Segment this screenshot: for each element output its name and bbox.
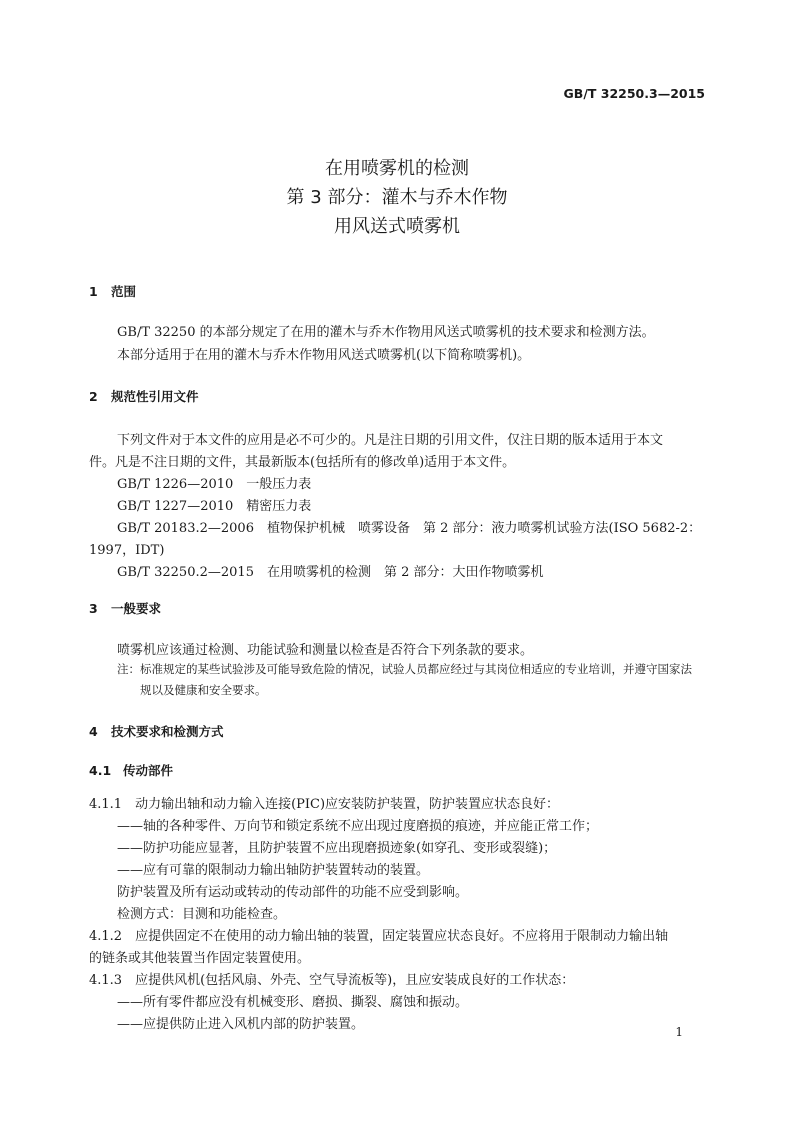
dash-item: ——应提供防止进入风机内部的防护装置。 [117,1017,365,1032]
dash-item: ——所有零件都应没有机械变形、磨损、撕裂、腐蚀和振动。 [117,995,469,1010]
section-number: 2 [89,389,98,404]
clause-4-1-1: 4.1.1 动力输出轴和动力输入连接(PIC)应安装防护装置，防护装置应状态良好： [89,797,560,812]
section-title: 传动部件 [123,763,174,778]
clause-4-1-2-cont: 的链条或其他装置当作固定装置使用。 [89,951,311,966]
section-number: 4 [89,724,98,739]
paragraph: 喷雾机应该通过检测、功能试验和测量以检查是否符合下列条款的要求。 [117,643,534,658]
section-title: 技术要求和检测方式 [111,724,224,739]
subsection-4-1-heading [89,761,173,779]
reference-item: GB/T 32250.2—2015 在用喷雾机的检测 第 2 部分：大田作物喷雾机 [117,565,544,580]
standard-code: GB/T 32250.3—2015 [563,86,705,101]
paragraph: 本部分适用于在用的灌木与乔木作物用风送式喷雾机(以下简称喷雾机)。 [117,348,531,363]
reference-item: GB/T 1226—2010 一般压力表 [117,477,312,492]
page-number: 1 [675,1025,683,1039]
section-number: 4.1 [89,763,112,778]
note: 规以及健康和安全要求。 [140,683,267,697]
paragraph: GB/T 32250 的本部分规定了在用的灌木与乔木作物用风送式喷雾机的技术要求和检测方法。 [117,325,655,340]
section-2-heading [89,387,199,405]
paragraph: 下列文件对于本文件的应用是必不可少的。凡是注日期的引用文件，仅注日期的版本适用于本文 [117,433,664,448]
note: 注：标准规定的某些试验涉及可能导致危险的情况，试验人员都应经过与其岗位相适应的专业培训，并遵守国家法 [117,662,692,676]
dash-item: ——防护功能应显著，且防护装置不应出现磨损迹象(如穿孔、变形或裂缝)； [117,841,557,856]
section-4-heading [89,722,224,740]
section-title: 一般要求 [111,601,162,616]
section-title: 规范性引用文件 [111,389,199,404]
reference-item: GB/T 20183.2—2006 植物保护机械 喷雾设备 第 2 部分：液力喷雾机试验方法(ISO 5682-2： [117,521,702,536]
reference-item: GB/T 1227—2010 精密压力表 [117,499,312,514]
section-1-heading [89,282,136,300]
clause-4-1-2: 4.1.2 应提供固定不在使用的动力输出轴的装置，固定装置应状态良好。不应将用于限制动力输出轴 [89,929,669,944]
section-number: 3 [89,601,98,616]
doc-title-line-2: 第 3 部分：灌木与乔木作物 [286,187,508,208]
doc-title-line-1: 在用喷雾机的检测 [325,158,469,179]
clause-4-1-3: 4.1.3 应提供风机(包括风扇、外壳、空气导流板等)，且应安装成良好的工作状态： [89,973,575,988]
paragraph: 检测方式：目测和功能检查。 [117,907,287,922]
section-3-heading [89,599,161,617]
doc-title-line-3: 用风送式喷雾机 [334,216,460,237]
paragraph: 件。凡是不注日期的文件，其最新版本(包括所有的修改单)适用于本文件。 [89,455,516,470]
paragraph: 防护装置及所有运动或转动的传动部件的功能不应受到影响。 [117,885,469,900]
section-number: 1 [89,284,98,299]
dash-item: ——应有可靠的限制动力输出轴防护装置转动的装置。 [117,863,430,878]
reference-item: 1997，IDT) [89,543,165,558]
section-title: 范围 [111,284,137,299]
dash-item: ——轴的各种零件、万向节和锁定系统不应出现过度磨损的痕迹，并应能正常工作； [117,819,599,834]
